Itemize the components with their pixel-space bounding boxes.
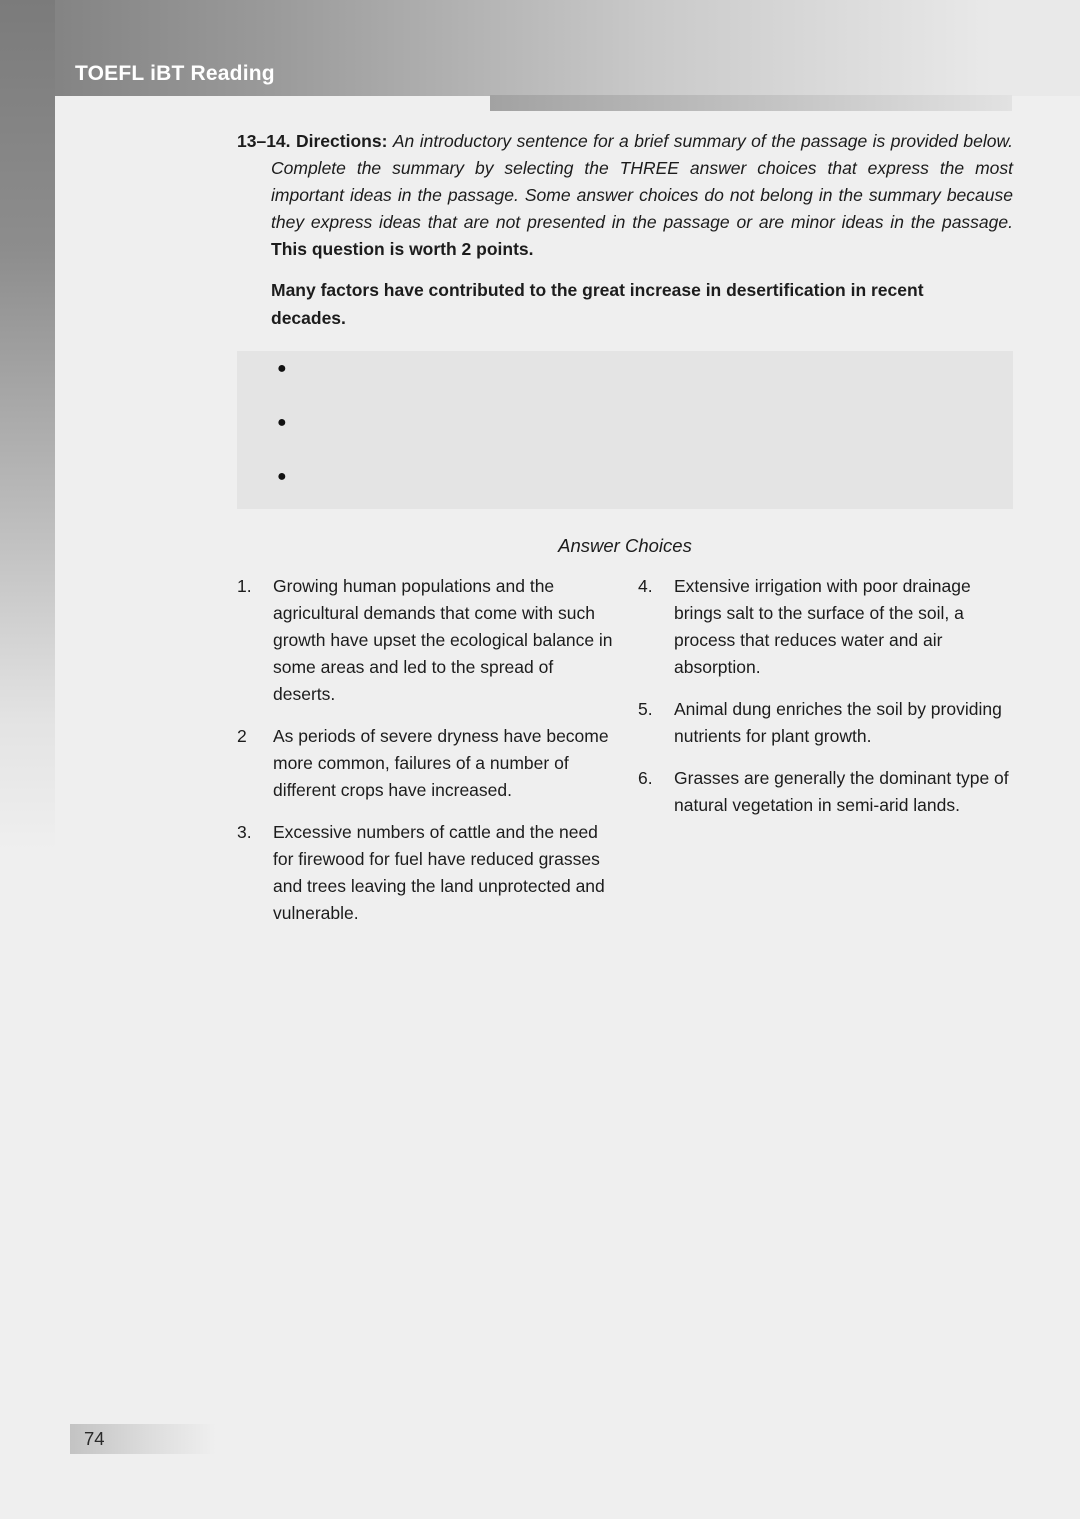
directions-body: An introductory sentence for a brief summary of the passage is provided below. Complete the summary by selecting the THREE answer choices that express the most important ideas in the passage. Some answer choices do not belong in the summary because they express ideas that are not presented in the passage or are minor ideas in the passage. <box>271 131 1013 232</box>
choice-number: 1. <box>237 576 252 596</box>
choice-number: 2 <box>237 726 247 746</box>
question-number: 13–14. <box>237 131 296 151</box>
answer-choice-5[interactable] <box>638 696 1013 750</box>
answer-slot-2[interactable] <box>277 413 1013 467</box>
left-gradient-strip <box>0 0 55 1000</box>
choice-text: Excessive numbers of cattle and the need for firewood for fuel have reduced grasses and trees leaving the land unprotected and vulnerable. <box>273 822 605 923</box>
choice-number: 3. <box>237 822 252 842</box>
answer-choice-1[interactable] <box>237 573 638 708</box>
directions-paragraph <box>237 128 1013 263</box>
choice-text: Growing human populations and the agricultural demands that come with such growth have upset the ecological balance in some areas and led to the spread of deserts. <box>273 576 613 704</box>
answer-choice-4[interactable] <box>638 573 1013 681</box>
choice-number: 6. <box>638 768 653 788</box>
bullet-icon: ● <box>277 360 287 377</box>
main-content <box>237 128 1013 942</box>
summary-intro-sentence: Many factors have contributed to the great increase in desertification in recent decades. <box>271 280 924 328</box>
header-sub-bar <box>490 95 1012 111</box>
choice-text: Extensive irrigation with poor drainage brings salt to the surface of the soil, a process that reduces water and air absorption. <box>674 576 971 677</box>
bullet-icon: ● <box>277 468 287 485</box>
bullet-icon: ● <box>277 414 287 431</box>
choice-number: 5. <box>638 699 653 719</box>
choice-text: Grasses are generally the dominant type of natural vegetation in semi-arid lands. <box>674 768 1009 815</box>
choice-text: As periods of severe dryness have become more common, failures of a number of different crops have increased. <box>273 726 609 800</box>
answer-choice-6[interactable] <box>638 765 1013 819</box>
answer-slot-3[interactable] <box>277 467 1013 521</box>
page-title: TOEFL iBT Reading <box>75 62 275 85</box>
answer-choice-2[interactable] <box>237 723 638 804</box>
choice-text: Animal dung enriches the soil by providing nutrients for plant growth. <box>674 699 1002 746</box>
directions-points-note: This question is worth 2 points. <box>271 239 534 259</box>
answer-choices-list <box>237 573 1013 942</box>
answer-choices-right-column <box>638 573 1013 942</box>
answer-choice-3[interactable] <box>237 819 638 927</box>
answer-choices-left-column <box>237 573 638 942</box>
choice-number: 4. <box>638 576 653 596</box>
summary-answer-box <box>237 351 1013 509</box>
answer-slot-1[interactable] <box>277 359 1013 413</box>
page-number: 74 <box>84 1428 105 1449</box>
directions-label: Directions: <box>296 131 393 151</box>
answer-choices-heading: Answer Choices <box>558 535 692 556</box>
